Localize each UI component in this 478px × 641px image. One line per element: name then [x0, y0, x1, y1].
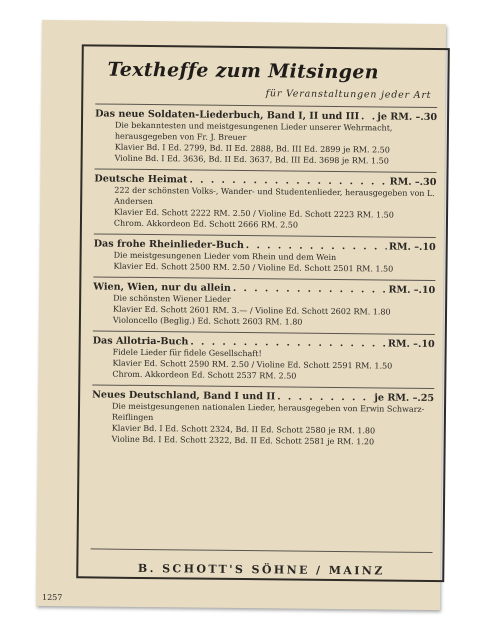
- entry-description: Die schönsten Wiener Lieder: [113, 293, 231, 304]
- songbook-entry: [92, 384, 435, 453]
- leader-dots: [233, 283, 387, 296]
- entry-title: Wien, Wien, nur du allein: [93, 281, 231, 294]
- entry-description: Fidele Lieder für fidele Gesellschaft!: [112, 347, 262, 359]
- entry-title: Das neue Soldaten-Liederbuch, Band I, II und III: [95, 108, 360, 123]
- edition-line: Violine Bd. I Ed. 3636, Bd. II Ed. 3637, Bd. III Ed. 3698 je RM. 1.50: [114, 153, 389, 166]
- cover-subtitle: für Veranstaltungen jeder Art: [265, 88, 432, 101]
- entry-price: RM. –.10: [388, 241, 436, 254]
- entry-title: Neues Deutschland, Band I und II: [92, 389, 276, 403]
- edition-line: Klavier Bd. I Ed. 2799, Bd. II Ed. 2888, Bd. III Ed. 2899 je RM. 2.50: [114, 142, 390, 155]
- entry-title: Deutsche Heimat: [94, 173, 188, 186]
- edition-line: Klavier Ed. Schott 2222 RM. 2.50 / Violine Ed. Schott 2223 RM. 1.50: [114, 207, 394, 220]
- edition-line: Klavier Ed. Schott 2601 RM. 3.— / Violine Ed. Schott 2602 RM. 1.80: [113, 304, 391, 317]
- publisher-imprint: B. SCHOTT'S SÖHNE / MAINZ: [90, 548, 432, 578]
- entry-title: Das frohe Rheinlieder-Buch: [93, 238, 244, 252]
- songbook-list: [92, 103, 438, 453]
- leader-dots: [361, 111, 375, 122]
- entry-price: RM. –.30: [389, 176, 437, 189]
- entry-title: Das Allotria-Buch: [92, 335, 189, 348]
- edition-line: Violoncello (Beglig.) Ed. Schott 2603 RM. 1.80: [112, 315, 303, 327]
- songbook-entry: [94, 168, 437, 237]
- entry-price: RM. –.10: [387, 338, 435, 351]
- edition-line: Chrom. Akkordeon Ed. Schott 2537 RM. 2.50: [112, 369, 297, 381]
- songbook-entry: [93, 276, 436, 334]
- catalog-number: 1257: [41, 592, 63, 603]
- edition-line: Klavier Bd. I Ed. Schott 2324, Bd. II Ed. Schott 2580 je RM. 1.80: [111, 423, 376, 436]
- edition-line: Klavier Ed. Schott 2590 RM. 2.50 / Violine Ed. Schott 2591 RM. 1.50: [112, 358, 393, 371]
- edition-line: Klavier Ed. Schott 2500 RM. 2.50 / Violine Ed. Schott 2501 RM. 1.50: [113, 261, 394, 274]
- songbook-entry: [95, 103, 438, 172]
- entry-price: je RM. –.25: [374, 392, 435, 405]
- songbook-entry: [92, 330, 435, 388]
- edition-line: Chrom. Akkordeon Ed. Schott 2666 RM. 2.50: [113, 218, 299, 230]
- entry-description: 222 der schönsten Volks-, Wander- und Studentenlieder, herausgegeben von L. Andersen: [114, 185, 435, 207]
- cover-frame: [76, 44, 450, 582]
- cover-title: Textheffe zum Mitsingen: [107, 58, 379, 84]
- entry-description: Die bekanntesten und meistgesungenen Lieder unserer Wehrmacht, herausgegeben von Fr. J. Breuer: [114, 120, 393, 143]
- edition-line: Violine Bd. I Ed. Schott 2322, Bd. II Ed. Schott 2581 je RM. 1.20: [111, 434, 375, 447]
- entry-description: Die meistgesungenen Lieder vom Rhein und dem Wein: [113, 250, 337, 262]
- songbook-entry: [93, 233, 435, 280]
- book-cover: [36, 20, 446, 610]
- entry-price: RM. –.10: [388, 284, 436, 297]
- entry-description: Die meistgesungenen nationalen Lieder, herausgegeben von Erwin Schwarz-Reiflingen: [111, 401, 425, 423]
- entry-price: je RM. –.30: [377, 111, 438, 124]
